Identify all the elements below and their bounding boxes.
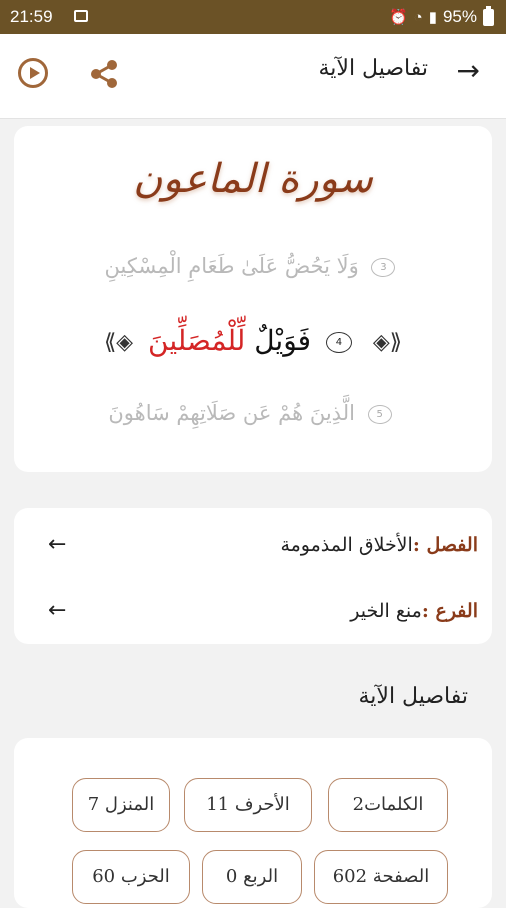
play-button[interactable] (18, 58, 48, 88)
chapter-row[interactable] (14, 526, 492, 570)
alarm-icon: ⏰ (388, 9, 408, 26)
rub-chip: الربع 0 (202, 850, 302, 904)
current-ayah (14, 324, 492, 357)
current-ayah-text-2: لِّلْمُصَلِّينَ (148, 324, 246, 357)
hizb-chip: الحزب 60 (72, 850, 190, 904)
manzil-chip: المنزل 7 (72, 778, 170, 832)
classification-card (14, 508, 492, 644)
image-notification-icon (74, 10, 88, 22)
details-card (14, 738, 492, 908)
words-count-chip: الكلمات2 (328, 778, 448, 832)
next-ayah-number: 5 (368, 405, 392, 424)
chapter-label (280, 534, 478, 556)
letters-count-chip: الأحرف 11 (184, 778, 312, 832)
app-bar (0, 34, 506, 119)
status-bar (0, 0, 506, 34)
previous-ayah[interactable] (14, 254, 492, 278)
chapter-arrow-icon[interactable]: ← (48, 532, 67, 557)
wifi-icon: ◔ (413, 8, 423, 26)
ornament-left-icon: ◈⟫ (372, 330, 403, 355)
branch-key: الفرع : (421, 600, 478, 622)
surah-title: سورة الماعون (133, 156, 373, 202)
ornament-right-icon: ⟪◈ (103, 330, 134, 355)
battery-percent: 95% (442, 7, 477, 26)
share-icon[interactable] (86, 56, 122, 92)
current-ayah-number: 4 (326, 332, 352, 353)
previous-ayah-number: 3 (371, 258, 395, 277)
ayah-card (14, 126, 492, 472)
next-ayah-text: الَّذِينَ هُمْ عَن صَلَاتِهِمْ سَاهُونَ (108, 401, 355, 425)
status-icons (389, 7, 494, 27)
battery-icon (483, 9, 494, 26)
current-ayah-text-1: فَوَيْلٌ (254, 324, 312, 357)
status-time: 21:59 (10, 7, 53, 26)
chapter-key: الفصل : (412, 534, 478, 556)
signal-icon: ▮ (428, 9, 437, 26)
details-section-title: تفاصيل الآية (358, 684, 468, 709)
next-ayah[interactable] (14, 401, 492, 425)
branch-arrow-icon[interactable]: ← (48, 598, 67, 623)
branch-label (350, 600, 478, 622)
page-title: تفاصيل الآية (318, 56, 428, 81)
page-chip: الصفحة 602 (314, 850, 448, 904)
branch-value: منع الخير (350, 600, 422, 622)
previous-ayah-text: وَلَا يَحُضُّ عَلَىٰ طَعَامِ الْمِسْكِينِ (104, 254, 359, 278)
back-arrow-icon[interactable]: → (456, 54, 480, 87)
branch-row[interactable] (14, 592, 492, 636)
chapter-value: الأخلاق المذمومة (280, 534, 413, 556)
